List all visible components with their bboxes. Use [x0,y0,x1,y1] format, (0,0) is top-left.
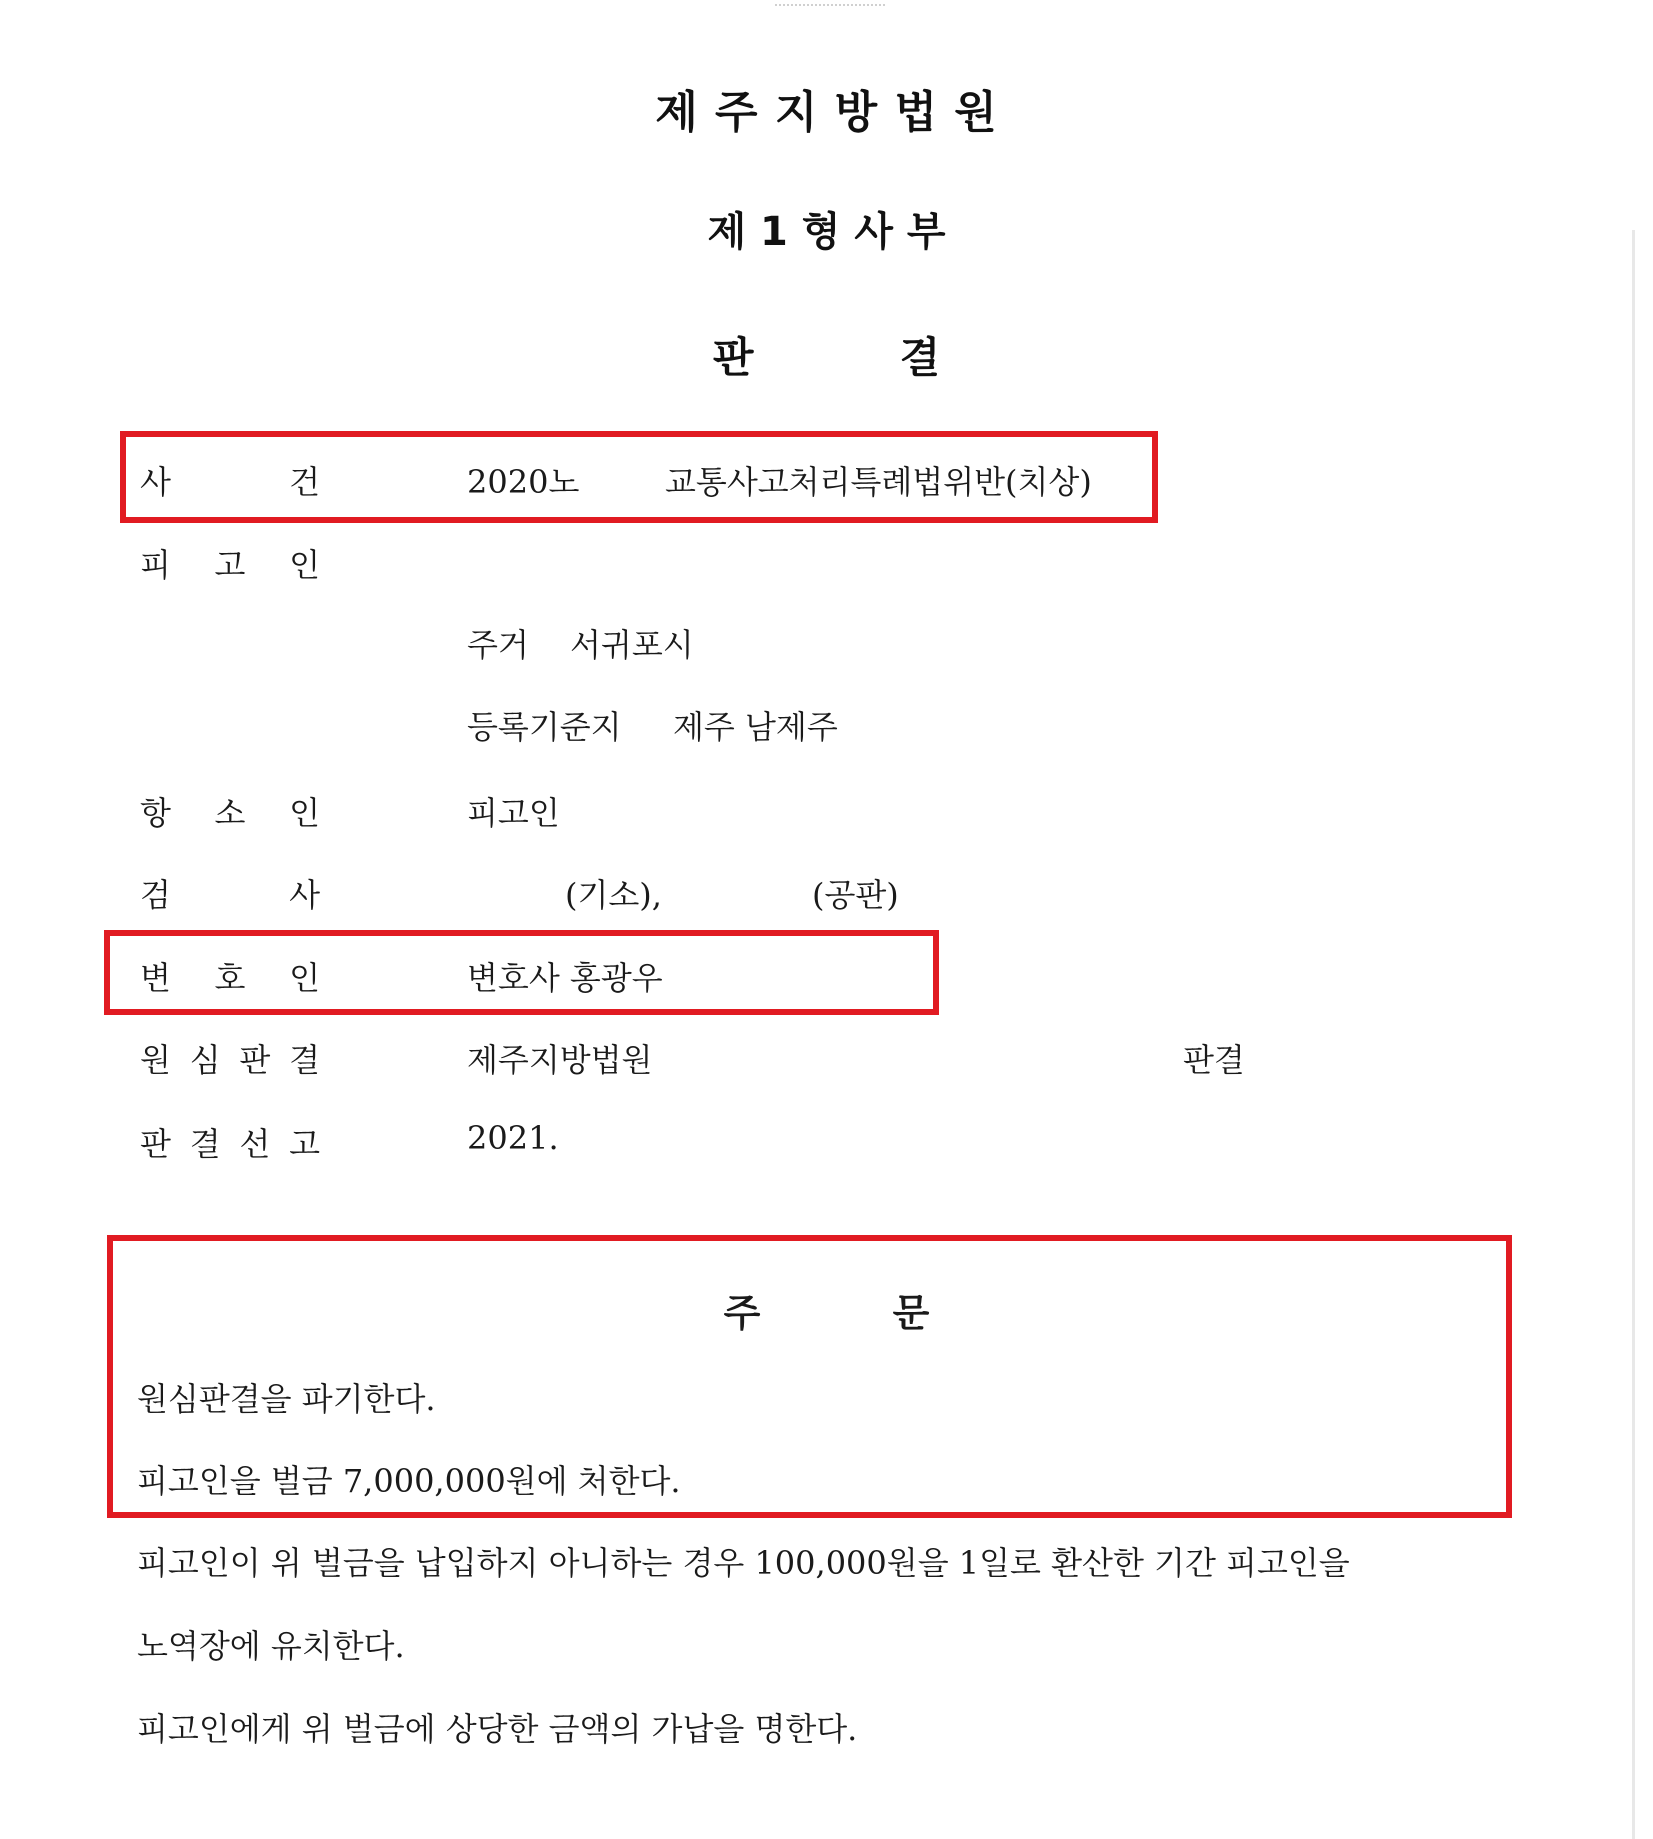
prosecutor-label-char: 검 [140,876,171,914]
residence-value: 서귀포시 [570,626,694,664]
order-line: 피고인을 벌금 7,000,000원에 처한다. [137,1462,681,1500]
sentencing-label [140,1119,320,1165]
residence-row [0,620,1653,670]
defendant-label [140,540,320,586]
defendant-row [0,540,1653,590]
original-judgment-court: 제주지방법원 [467,1041,653,1079]
appellant-label-char: 소 [214,794,246,832]
counsel-label-char: 호 [214,959,246,997]
counsel-label-char: 인 [289,959,320,997]
defendant-label-char: 인 [289,546,320,584]
order-line: 노역장에 유치한다. [137,1627,405,1665]
defendant-label-char: 고 [214,546,246,584]
appellant-row [0,788,1653,838]
appellant-label-char: 인 [289,794,320,832]
case-highlight-box [120,431,1158,523]
registration-value: 제주 남제주 [673,708,838,746]
appellant-value: 피고인 [467,794,560,832]
original-judgment-label [140,1035,320,1081]
order-highlight-box [107,1235,1512,1518]
residence-label: 주거 [467,626,529,664]
top-stamp-mark [775,0,885,6]
division-name: 제 1 형 사 부 [707,209,946,255]
sentencing-label-char: 판 [140,1125,171,1163]
prosecutor-trial: (공판) [812,876,899,914]
order-line: 피고인이 위 벌금을 납입하지 아니하는 경우 100,000원을 1일로 환산한 기간 피고인을 [137,1544,1350,1582]
sentencing-label-char: 선 [239,1125,271,1163]
case-number: 2020노 [467,463,580,501]
court-name: 제 주 지 방 법 원 [655,87,998,138]
order-line: 원심판결을 파기한다. [137,1380,436,1418]
document-title: 판 결 [712,333,941,382]
counsel-label-char: 변 [140,959,171,997]
appellant-label [140,788,320,834]
original-judgment-label-char: 심 [189,1041,221,1079]
registration-label: 등록기준지 [467,708,622,746]
appellant-label-char: 항 [140,794,171,832]
counsel-value: 변호사 홍광우 [467,959,663,997]
counsel-highlight-box [104,930,939,1015]
original-judgment-suffix: 판결 [1183,1041,1245,1079]
original-judgment-label-char: 결 [289,1041,320,1079]
sentencing-label-char: 고 [289,1125,320,1163]
defendant-label-char: 피 [140,546,171,584]
original-judgment-label-char: 판 [239,1041,271,1079]
prosecutor-indictment: (기소), [565,876,662,914]
original-judgment-label-char: 원 [140,1041,171,1079]
original-judgment-row [0,1035,1653,1085]
prosecutor-label [140,870,320,916]
case-title: 교통사고처리특례법위반(치상) [665,463,1092,501]
order-heading: 주 문 [723,1291,930,1335]
prosecutor-label-char: 사 [289,876,320,914]
registration-row [0,702,1653,752]
sentencing-date: 2021. [467,1119,559,1157]
prosecutor-row [0,870,1653,920]
case-label-char: 건 [289,463,320,501]
order-line: 피고인에게 위 벌금에 상당한 금액의 가납을 명한다. [137,1710,858,1748]
sentencing-row [0,1119,1653,1169]
case-label-char: 사 [140,463,171,501]
sentencing-label-char: 결 [189,1125,221,1163]
